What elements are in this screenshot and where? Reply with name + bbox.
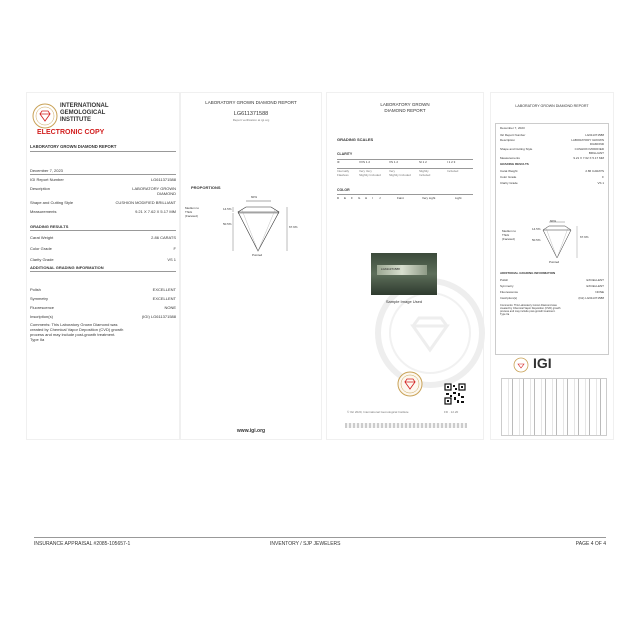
table-row: BRILLIANT [588,151,604,155]
table-row: Shape and Cutting Style CUSHION MODIFIED BRILLIANT [30,200,176,205]
girdle-label-3: (Faceted) [502,237,515,241]
security-strip [345,423,467,428]
clarity-grade-vvs: VVS 1 2 [359,160,371,164]
report-panel-grading-scales [326,92,484,440]
table-row: Description LABORATORY GROWN [500,138,604,142]
org-name-line1: INTERNATIONAL [60,103,109,109]
footer-divider [34,537,606,538]
form-code: FD · 12.20 [444,410,459,414]
report-info-box [495,123,609,355]
vertical-data-strip [501,378,607,436]
table-row: Polish EXCELLENT [500,278,604,282]
table-row: Fluorescence NONE [500,290,604,294]
color-grade-f: F [351,196,353,200]
grading-results-heading: GRADING RESULTS [30,224,69,229]
pavilion-percent: 50.5% [532,238,541,242]
color-faint: Faint [397,196,404,200]
color-grade-i: I [372,196,373,200]
culet-label: Pointed [549,260,560,264]
table-row: DIAMOND [589,142,604,146]
pavilion-percent: 50.5% [223,222,232,226]
color-very-light: Very Light [422,196,436,200]
grading-results-table [30,235,176,265]
igi-seal-logo [32,103,58,129]
table-row: Inscription(s) (IGI) LG611371588 [30,314,176,319]
grading-results-table [500,170,604,190]
comments-block: Comments: This Laboratory Grown Diamond was created by Chemical Vapor Deposition (CVD) growth process and may include post-growth treatment. Type IIa [30,322,124,342]
clarity-grade-vs: VS 1 2 [389,160,399,164]
table-row: Measurements 9.21 X 7.62 X 5.17 MM [30,209,176,214]
basic-info-table [500,134,604,174]
igi-seal-logo [513,357,529,373]
girdle-label-2: Thick [185,210,193,214]
clarity-desc-si: Slightly Included [419,169,431,177]
footer-inventory: INVENTORY / SJP JEWELERS [270,541,341,547]
table-row: IGI Report Number LG611371588 [30,177,176,182]
igi-logo-text: IGI [533,355,552,371]
clarity-grade-if: IF [337,160,340,164]
table-row: Inscription(s) (IGI) LG611371588 [500,296,604,300]
color-light: Light [455,196,462,200]
table-row: Clarity Grade VS 1 [30,257,176,262]
crown-percent: 14.5% [532,227,541,231]
table-percent: 60% [251,195,258,199]
table-row: Shape and Cutting Style CUSHION MODIFIED [500,147,604,151]
table-row: Carat Weight 2.86 CARATS [30,235,176,240]
report-panel-right [490,92,614,440]
footer-appraisal-number: INSURANCE APPRAISAL #2085-105657-1 [34,541,131,547]
clarity-desc-i: Included [447,169,459,173]
report-number: LG611371588 [233,111,269,117]
table-row: Fluorescence NONE [30,305,176,310]
color-grade-j: J [379,196,381,200]
footer-page-number: PAGE 4 OF 4 [575,541,606,547]
org-name-line2: GEMOLOGICAL [60,110,106,116]
girdle-label-1: Medium to [185,206,200,210]
inscription-photo [371,253,437,295]
table-row: DIAMOND [157,191,176,196]
table-row: IGI Report Number LG611371588 [500,133,604,137]
color-heading: COLOR [337,188,350,192]
report-title: LABORATORY GROWN DIAMOND REPORT [515,104,589,108]
qr-code[interactable] [444,383,466,405]
depth-percent: 67.9% [289,225,298,229]
additional-info-heading: ADDITIONAL GRADING INFORMATION [30,265,104,270]
table-row: Symmetry EXCELLENT [30,296,176,301]
color-grade-d: D [337,196,340,200]
girdle-label-2: Thick [502,233,510,237]
clarity-desc-vs: Very Slightly Included [389,169,411,177]
additional-info-table [30,287,176,327]
depth-percent: 67.9% [580,235,589,239]
table-row: Clarity Grade VS 1 [500,181,604,185]
photo-inscription-text: LG611371588 [381,267,400,271]
report-panel-proportions [180,92,322,440]
table-row: Color Grade F [500,175,604,179]
report-title-line2: DIAMOND REPORT [384,108,426,113]
report-date: December 7, 2023 [500,126,525,130]
org-name-line3: INSTITUTE [60,117,91,123]
additional-info-heading: ADDITIONAL GRADING INFORMATION [500,271,556,275]
verification-note: Report verification at igi.org [232,118,270,122]
report-title: LABORATORY GROWN DIAMOND REPORT [205,100,297,105]
report-title-line1: LABORATORY GROWN [380,102,430,107]
report-title: LABORATORY GROWN DIAMOND REPORT [30,144,117,149]
copyright-text: © IGI 2020, International Gemological Institute [347,410,409,414]
grading-results-heading: GRADING RESULTS [500,162,529,166]
clarity-heading: CLARITY [337,152,353,156]
girdle-label-3: (Faceted) [185,214,198,218]
girdle-label-1: Medium to [502,229,517,233]
table-row: Polish EXCELLENT [30,287,176,292]
table-row: Measurements 9.21 X 7.62 X 5.17 MM [500,156,604,160]
table-row: Description LABORATORY GROWN [30,186,176,191]
electronic-copy-label: ELECTRONIC COPY [37,129,105,136]
report-panel-left [26,92,180,440]
grading-scales-heading: GRADING SCALES [337,137,374,142]
diamond-proportions-diagram [221,193,296,253]
culet-label: Pointed [252,253,263,257]
clarity-grade-i: I 1 2 3 [447,160,456,164]
igi-seal-logo [397,371,423,397]
report-date: December 7, 2023 [30,168,63,173]
table-percent: 60% [550,219,557,223]
sample-image-caption: Sample Image Used [385,299,423,304]
clarity-desc-vvs: Very Very Slightly Included [359,169,381,177]
table-row: Symmetry EXCELLENT [500,284,604,288]
crown-percent: 14.5% [223,207,232,211]
color-grade-g: G [358,196,361,200]
table-row: Color Grade F [30,246,176,251]
website-link[interactable]: www.igi.org [236,428,266,434]
proportions-heading: PROPORTIONS [191,185,221,190]
table-row: Carat Weight 2.86 CARATS [500,169,604,173]
color-grade-e: E [344,196,347,200]
comments-block: Comments: This Laboratory Grown Diamond was created by Chemical Vapor Deposition (CVD) growth process and may include post-growth treatment. Type IIa [500,304,561,317]
clarity-grade-si: SI 1 2 [419,160,427,164]
clarity-desc-if: Internally Flawless [337,169,350,177]
color-grade-h: H [365,196,368,200]
